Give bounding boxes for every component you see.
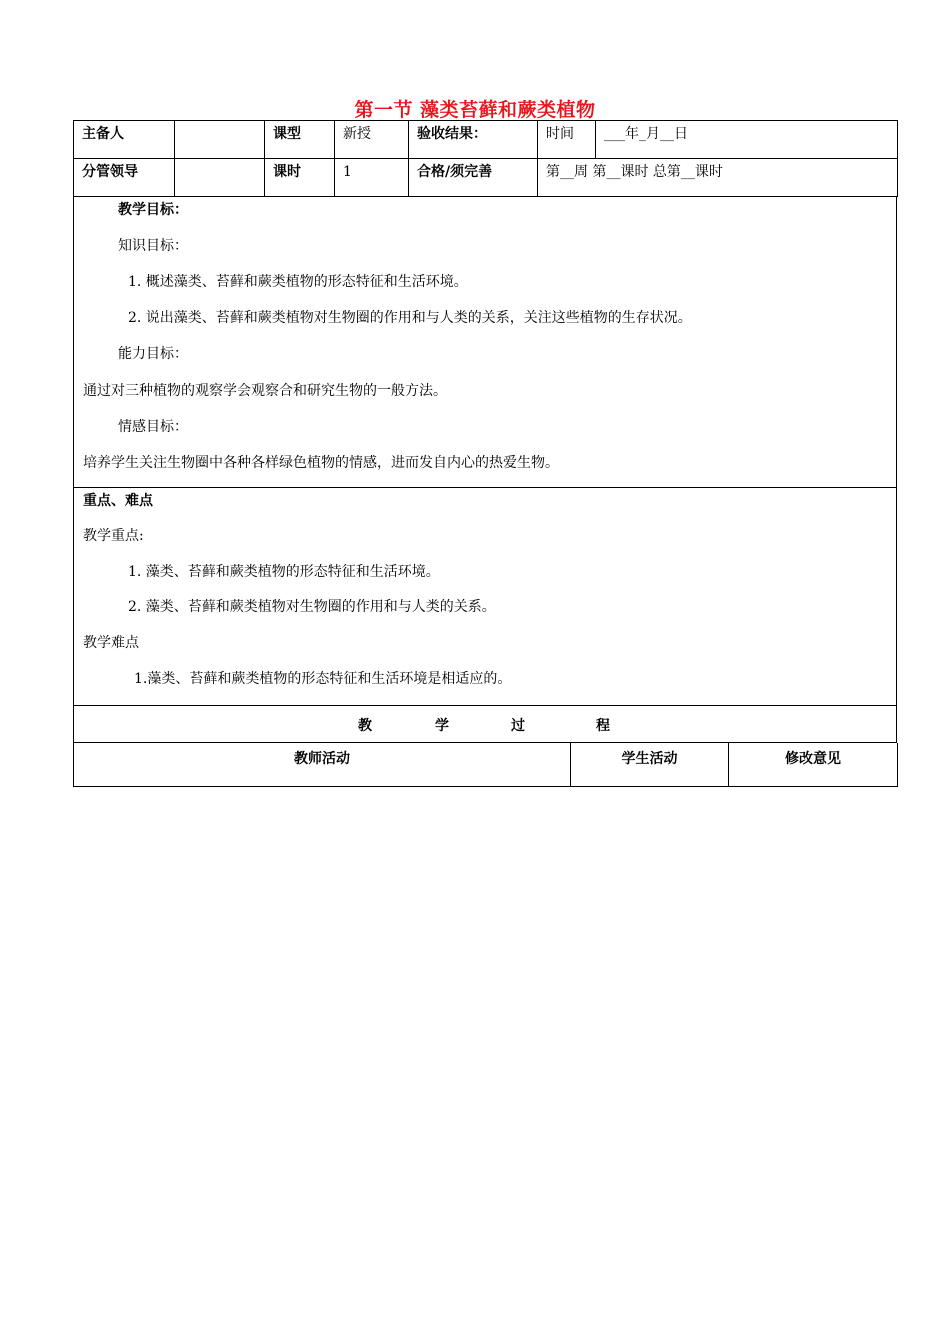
page-title: 第一节 藻类苔藓和蕨类植物 [354, 99, 596, 121]
activity-table [73, 743, 898, 787]
header-row-1 [74, 121, 898, 159]
lesson-plan [73, 120, 897, 787]
preparer-label: 主备人 [74, 121, 175, 159]
periods-label: 课时 [265, 159, 335, 197]
process-char: 教 [358, 718, 372, 734]
difficulty-item: 1.藻类、苔藓和蕨类植物的形态特征和生活环境是相适应的。 [134, 671, 512, 687]
emotion-goals-label: 情感目标： [118, 419, 188, 435]
teacher-activity-header: 教师活动 [74, 743, 571, 787]
time-label: 时间 [538, 121, 596, 159]
header-row-2 [74, 159, 898, 197]
knowledge-item: 1. 概述藻类、苔藓和蕨类植物的形态特征和生活环境。 [128, 274, 468, 290]
lesson-type-value: 新授 [335, 121, 409, 159]
knowledge-goals-label: 知识目标： [118, 238, 188, 254]
week-value: 第__周 第__课时 总第__课时 [538, 159, 898, 197]
activity-header-row [74, 743, 898, 787]
difficulty-label: 教学难点 [83, 635, 139, 651]
emotion-goals-text: 培养学生关注生物圈中各种各样绿色植物的情感，进而发自内心的热爱生物。 [83, 455, 559, 471]
leader-label: 分管领导 [74, 159, 175, 197]
key-points-heading: 重点、难点 [83, 493, 153, 509]
process-char: 学 [435, 718, 449, 734]
acceptance-label: 验收结果： [409, 121, 538, 159]
focus-label: 教学重点: [83, 528, 144, 544]
teaching-goals-section [73, 197, 897, 488]
lesson-type-label: 课型 [265, 121, 335, 159]
process-char: 过 [511, 718, 525, 734]
qualified-label: 合格/须完善 [409, 159, 538, 197]
ability-goals-label: 能力目标： [118, 346, 188, 362]
preparer-value [175, 121, 265, 159]
revision-opinion-header: 修改意见 [729, 743, 898, 787]
periods-value: 1 [335, 159, 409, 197]
student-activity-header: 学生活动 [571, 743, 729, 787]
header-table [73, 120, 898, 197]
date-value: ___年_月__日 [596, 121, 898, 159]
leader-value [175, 159, 265, 197]
focus-item: 2. 藻类、苔藓和蕨类植物对生物圈的作用和与人类的关系。 [128, 599, 496, 615]
key-points-section [73, 488, 897, 706]
knowledge-item: 2. 说出藻类、苔藓和蕨类植物对生物圈的作用和与人类的关系，关注这些植物的生存状况。 [128, 310, 692, 326]
teaching-process-header [73, 706, 897, 743]
goals-heading: 教学目标： [118, 202, 188, 218]
focus-item: 1. 藻类、苔藓和蕨类植物的形态特征和生活环境。 [128, 564, 440, 580]
ability-goals-text: 通过对三种植物的观察学会观察合和研究生物的一般方法。 [83, 383, 447, 399]
process-char: 程 [596, 718, 610, 734]
